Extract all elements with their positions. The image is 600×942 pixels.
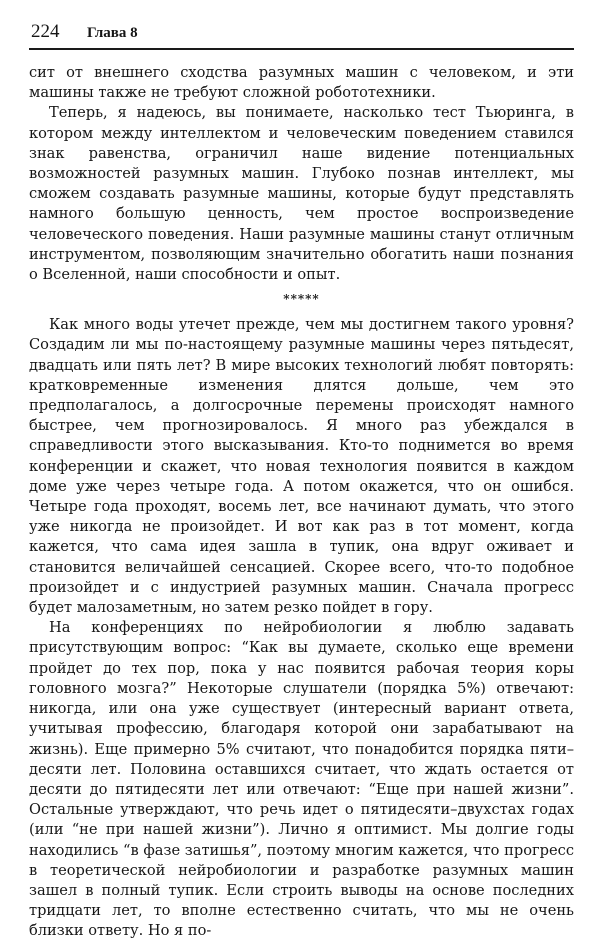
page-number: 224 xyxy=(31,21,60,42)
paragraph-continuation: сит от внешнего сходства разумных машин с человеком, и эти машины также не требуют сложной робототехники. xyxy=(29,64,574,102)
section-divider: ***** xyxy=(283,292,320,307)
running-header xyxy=(29,20,574,50)
paragraph-conferences: На конференциях по нейробиологии я люблю задавать присутствующим вопрос: “Как вы думаете, сколько еще времени пройдет до тех пор, пока у нас появится рабочая теория коры головного мозга?” Некоторые слушатели (порядка 5%) отвечают: никогда, или она уже существует (интересный вариант ответа, учитывая профессию, благодаря которой они зарабатывают на жизнь). Еще примерно 5% считают, что понадобится порядка пяти–десяти лет. Половина оставшихся считает, что ждать остается от десяти до пятидесяти лет или отвечают: “Еще при нашей жизни”. Остальные утверждают, что речь идет о пятидесяти–двухстах годах (или “не при нашей жизни”). Лично я оптимист. Мы долгие годы находились “в фазе затишья”, поэтому многим кажется, что прогресс в теоретической нейробиологии и разработке разумных машин зашел в полный тупик. Если строить выводы на основе последних тридцати лет, то вполне естественно считать, что мы не очень близки ответу. Но я по- xyxy=(29,619,574,940)
paragraph-turing-test: Теперь, я надеюсь, вы понимаете, насколько тест Тьюринга, в котором между интеллектом и человеческим поведением ставился знак равенства, ограничил наше видение потенциальных возможностей разумных машин. Глубоко познав интеллект, мы сможем создавать разумные машины, которые будут представлять намного большую ценность, чем простое воспроизведение человеческого поведения. Наши разумные машины станут отличным инструментом, позволяющим значительно обогатить наши познания о Вселенной, наши способности и опыт. xyxy=(29,104,574,284)
chapter-title: Глава 8 xyxy=(87,25,138,41)
body-text xyxy=(29,63,574,942)
paragraph-timeline: Как много воды утечет прежде, чем мы достигнем такого уровня? Создадим ли мы по-настоящему разумные машины через пятьдесят, двадцать или пять лет? В мире высоких технологий любят повторять: кратковременные изменения длятся дольше, чем это предполагалось, а долгосрочные перемены происходят намного быстрее, чем прогнозировалось. Я много раз убеждался в справедливости этого высказывания. Кто-то поднимется во время конференции и скажет, что новая технология появится в каждом доме уже через четыре года. А потом окажется, что он ошибся. Четыре года проходят, восемь лет, все начинают думать, что этого уже никогда не произойдет. И вот как раз в тот момент, когда кажется, что сама идея зашла в тупик, она вдруг оживает и становится величайшей сенсацией. Скорее всего, что-то подобное произойдет и с индустрией разумных машин. Сначала прогресс будет малозаметным, но затем резко пойдет в гору. xyxy=(29,316,574,617)
